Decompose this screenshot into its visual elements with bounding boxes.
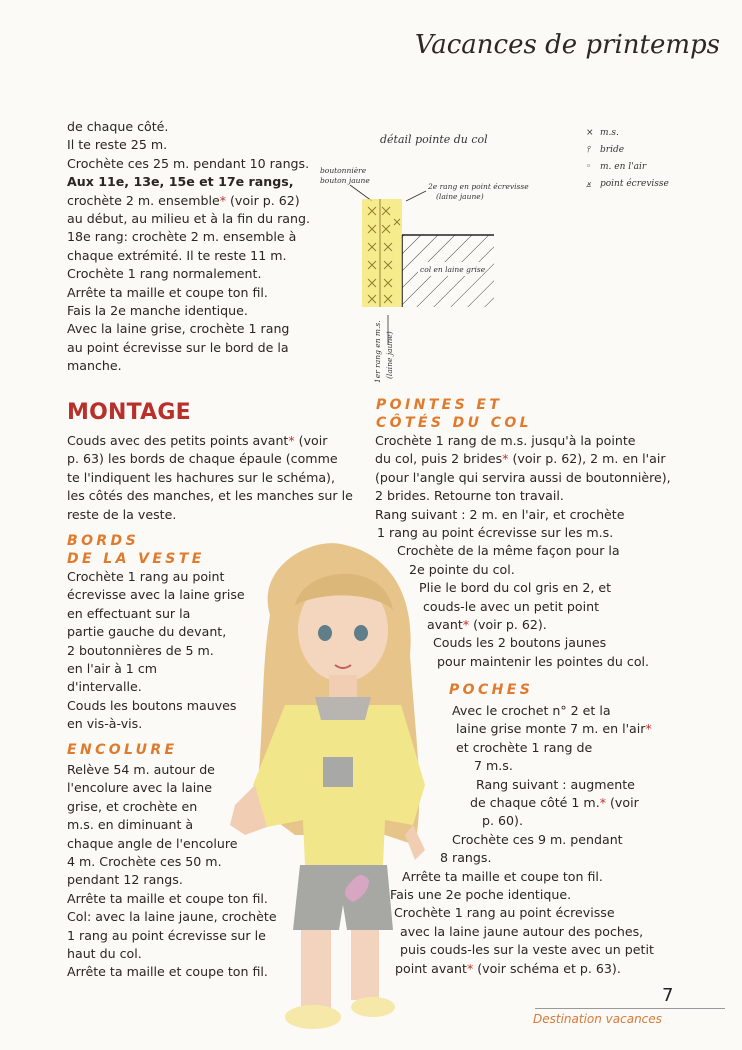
yellow-stitch-band bbox=[362, 199, 402, 307]
text-line: Fais une 2e poche identique. bbox=[390, 887, 572, 903]
text-line: Crochète 1 rang normalement. bbox=[67, 266, 262, 282]
text-line: Arrête ta maille et coupe ton fil. bbox=[67, 284, 268, 300]
encolure-heading: ENCOLURE bbox=[67, 742, 178, 758]
text-line: en vis-à-vis. bbox=[67, 716, 143, 732]
text-line: Crochète 1 rang de m.s. jusqu'à la pointe bbox=[375, 433, 636, 448]
text-line: Arrête ta maille et coupe ton fil. bbox=[67, 964, 268, 980]
text-line: puis couds-les sur la veste avec un petit bbox=[400, 942, 654, 958]
pointes-heading bbox=[376, 396, 532, 432]
text-line: chaque angle de l'encolure bbox=[67, 835, 238, 851]
diagram-label-rang-side: 1er rang en m.s. bbox=[373, 320, 382, 383]
text-line: grise, et crochète en bbox=[67, 798, 198, 814]
text-line: les côtés des manches, et les manches sur le bbox=[67, 488, 353, 504]
text-line: d'intervalle. bbox=[67, 679, 142, 695]
bords-heading bbox=[67, 532, 205, 568]
leader-line bbox=[406, 191, 426, 201]
text-line: du col, puis 2 brides* (voir p. 62), 2 m. en l'air bbox=[375, 451, 666, 467]
heading-line: CÔTÉS DU COL bbox=[376, 415, 533, 431]
text-line: couds-le avec un petit point bbox=[423, 598, 600, 614]
diagram-label-boutonniere: boutonnière bbox=[320, 166, 367, 175]
text-line: Couds les boutons mauves bbox=[67, 697, 237, 713]
text-line: Plie le bord du col gris en 2, et bbox=[419, 580, 612, 596]
text-line: en effectuant sur la bbox=[67, 605, 191, 621]
text-line: Col: avec la laine jaune, crochète bbox=[67, 909, 277, 925]
montage-heading: MONTAGE bbox=[67, 400, 191, 425]
text-line: Rang suivant : augmente bbox=[476, 776, 635, 792]
text-line: au point écrevisse sur le bord de la bbox=[67, 339, 289, 355]
text-line: Fais la 2e manche identique. bbox=[67, 303, 248, 319]
heading-line: BORDS bbox=[67, 533, 140, 549]
text-line: 4 m. Crochète ces 50 m. bbox=[67, 854, 222, 870]
text-line: Crochète ces 9 m. pendant bbox=[452, 831, 623, 847]
page-title: Vacances de printemps bbox=[414, 30, 720, 60]
text-line: de chaque côté. bbox=[67, 119, 169, 134]
ms-icon: × bbox=[586, 128, 594, 138]
text-line: l'encolure avec la laine bbox=[67, 780, 212, 796]
text-line: avec la laine jaune autour des poches, bbox=[400, 923, 644, 939]
heading-line: POINTES ET bbox=[376, 397, 503, 413]
text-line: manche. bbox=[67, 358, 122, 374]
text-line: Il te reste 25 m. bbox=[67, 137, 168, 153]
text-line: 2e pointe du col. bbox=[409, 561, 515, 577]
text-line: 1 rang au point écrevisse sur le bbox=[67, 927, 266, 943]
text-line: Arrête ta maille et coupe ton fil. bbox=[402, 868, 603, 884]
text-line: Aux 11e, 13e, 15e et 17e rangs, bbox=[67, 174, 294, 190]
text-line: avant* (voir p. 62). bbox=[427, 617, 547, 633]
text-line: m.s. en diminuant à bbox=[67, 817, 194, 833]
diagram-label-col: col en laine grise bbox=[420, 265, 486, 274]
doll-shoe bbox=[351, 997, 395, 1017]
text-line: Avec la laine grise, crochète 1 rang bbox=[67, 321, 290, 337]
text-line: 8 rangs. bbox=[440, 850, 492, 866]
footer-divider bbox=[535, 1008, 725, 1009]
text-line: Rang suivant : 2 m. en l'air, et crochète bbox=[375, 506, 625, 522]
diagram-label-bouton: bouton jaune bbox=[320, 176, 370, 185]
leader-line bbox=[350, 185, 372, 201]
diagram-label-rang-top-2: (laine jaune) bbox=[436, 192, 484, 201]
text-line: point avant* (voir schéma et p. 63). bbox=[395, 960, 621, 976]
text-line: p. 63) les bords de chaque épaule (comme bbox=[67, 451, 338, 467]
text-line: laine grise monte 7 m. en l'air* bbox=[456, 721, 652, 737]
text-line: 7 m.s. bbox=[474, 758, 513, 774]
text-line: chaque extrémité. Il te reste 11 m. bbox=[67, 247, 287, 263]
collar-point-diagram bbox=[310, 125, 570, 390]
text-line: au début, au milieu et à la fin du rang. bbox=[67, 211, 310, 227]
text-line: de chaque côté 1 m.* (voir bbox=[470, 795, 639, 811]
stitch-legend bbox=[586, 128, 669, 196]
heading-line: DE LA VESTE bbox=[67, 551, 205, 567]
legend-label: m.s. bbox=[600, 128, 619, 138]
page-number: 7 bbox=[662, 985, 674, 1006]
text-line: Couds les 2 boutons jaunes bbox=[433, 635, 607, 651]
text-line: en l'air à 1 cm bbox=[67, 661, 158, 677]
text-line: Relève 54 m. autour de bbox=[67, 762, 215, 777]
montage-text bbox=[67, 432, 353, 524]
doll-pocket bbox=[323, 757, 353, 787]
pointes-text bbox=[375, 432, 705, 671]
legend-label: m. en l'air bbox=[600, 162, 647, 172]
legend-label: bride bbox=[600, 145, 625, 155]
text-line: 2 boutonnières de 5 m. bbox=[67, 642, 214, 658]
bride-icon: ⫯ bbox=[586, 145, 590, 155]
text-line: pendant 12 rangs. bbox=[67, 872, 183, 888]
text-line: haut du col. bbox=[67, 946, 142, 962]
text-line: 18e rang: crochète 2 m. ensemble à bbox=[67, 229, 297, 245]
text-line: et crochète 1 rang de bbox=[456, 739, 593, 755]
text-line: Avec le crochet n° 2 et la bbox=[452, 703, 611, 718]
text-line: pour maintenir les pointes du col. bbox=[437, 653, 650, 669]
chain-stitch-icon: ◦ bbox=[586, 162, 592, 172]
text-line: te l'indiquent les hachures sur le schéma), bbox=[67, 469, 335, 485]
diagram-label-rang-side-2: (laine jaune) bbox=[385, 331, 394, 379]
text-line: partie gauche du devant, bbox=[67, 624, 227, 640]
text-line: Crochète de la même façon pour la bbox=[397, 543, 620, 559]
poches-text bbox=[390, 702, 720, 978]
text-line: 2 brides. Retourne ton travail. bbox=[375, 488, 564, 504]
diagram-label-rang-top: 2e rang en point écrevisse bbox=[428, 182, 529, 191]
text-line: Crochète 1 rang au point écrevisse bbox=[394, 905, 615, 921]
diagram-title: détail pointe du col bbox=[380, 133, 488, 146]
text-line: Crochète ces 25 m. pendant 10 rangs. bbox=[67, 155, 310, 171]
text-line: p. 60). bbox=[482, 813, 523, 829]
sleeve-instructions bbox=[67, 118, 310, 376]
doll-shoe bbox=[285, 1005, 341, 1029]
text-line: (pour l'angle qui servira aussi de boutonnière), bbox=[375, 469, 671, 485]
text-line: Arrête ta maille et coupe ton fil. bbox=[67, 890, 268, 906]
text-line: reste de la veste. bbox=[67, 506, 177, 522]
footer-section-title: Destination vacances bbox=[533, 1012, 662, 1026]
crab-stitch-icon: ⨱ bbox=[586, 179, 592, 189]
text-line: écrevisse avec la laine grise bbox=[67, 587, 245, 603]
legend-label: point écrevisse bbox=[600, 179, 669, 189]
text-line: Crochète 1 rang au point bbox=[67, 569, 225, 584]
text-line: crochète 2 m. ensemble* (voir p. 62) bbox=[67, 192, 300, 208]
poches-heading: POCHES bbox=[449, 682, 534, 698]
text-line: Couds avec des petits points avant* (voir bbox=[67, 433, 328, 448]
doll-shorts bbox=[293, 865, 393, 930]
text-line: 1 rang au point écrevisse sur les m.s. bbox=[377, 525, 614, 541]
